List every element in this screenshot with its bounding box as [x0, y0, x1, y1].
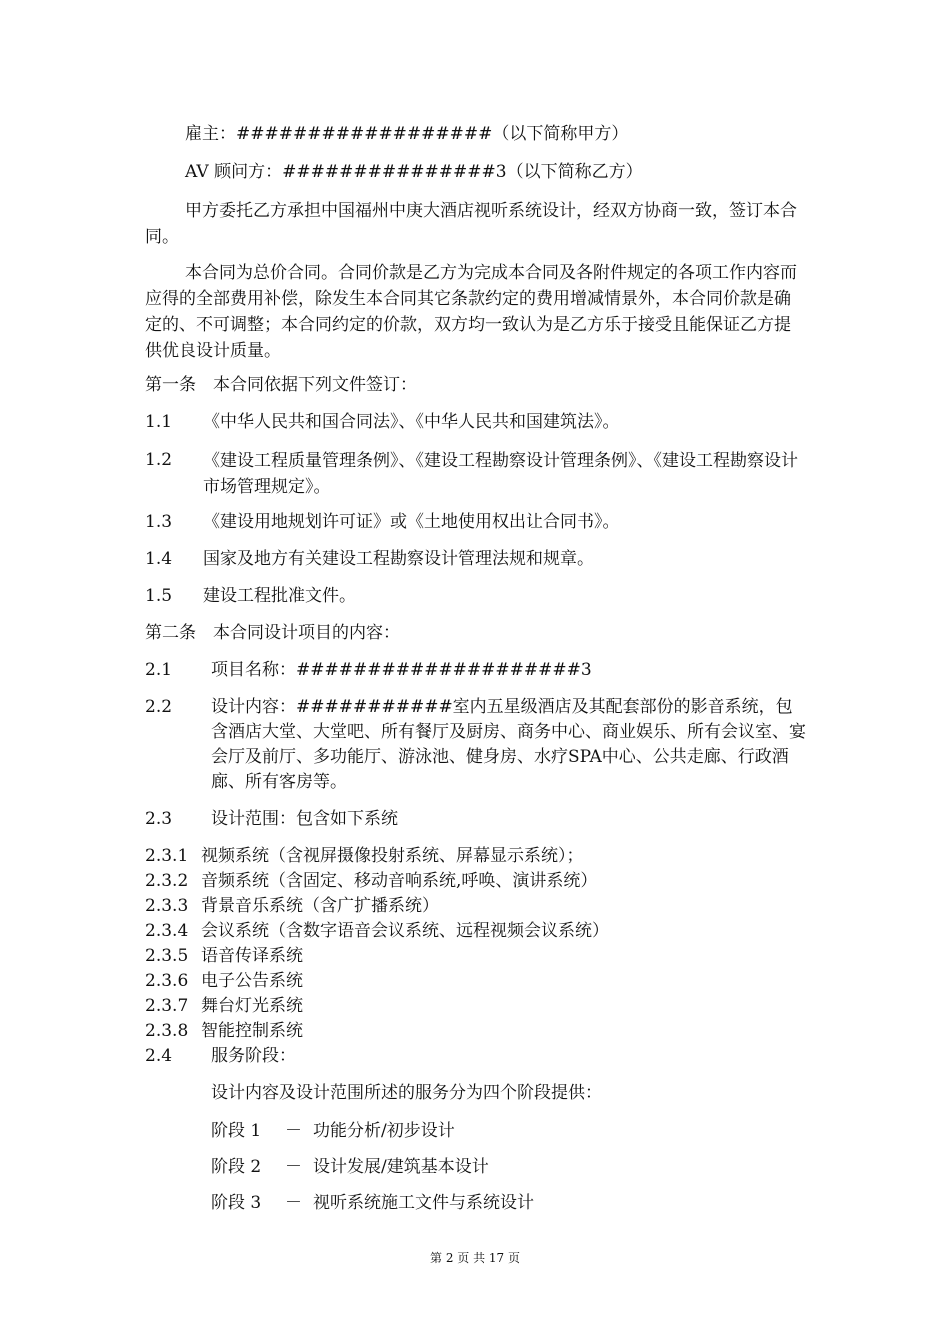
intro-paragraph-1: 甲方委托乙方承担中国福州中庚大酒店视听系统设计，经双方协商一致，签订本合同。: [145, 201, 797, 247]
article-1-item: [145, 410, 620, 434]
stage-text: 视听系统施工文件与系统设计: [313, 1193, 534, 1213]
subitem-number: 2.3.4: [145, 921, 189, 941]
subitem-text: 语音传译系统: [201, 946, 303, 966]
stage-dash: －: [285, 1121, 302, 1141]
article-2-item: [145, 658, 592, 682]
subitem-number: 2.3.3: [145, 896, 189, 916]
stage-dash: －: [285, 1193, 302, 1213]
stage-row: [211, 1155, 489, 1179]
stage-label: 阶段 3: [211, 1193, 262, 1213]
article-2-title: 第二条 本合同设计项目的内容：: [145, 623, 400, 643]
stage-label: 阶段 2: [211, 1157, 262, 1177]
item-text: 设计内容：###########室内五星级酒店及其配套部份的影音系统，包含酒店大堂、大堂吧、所有餐厅及厨房、商务中心、商业娱乐、所有会议室、宴会厅及前厅、多功能厅、游泳池、健身房、水疗SPA中心、公共走廊、行政酒廊、所有客房等。: [211, 697, 806, 792]
subitem-row: [145, 944, 303, 968]
service-intro: 设计内容及设计范围所述的服务分为四个阶段提供：: [211, 1083, 602, 1103]
subitem-text: 音频系统（含固定、移动音响系统,呼唤、演讲系统）: [201, 871, 598, 891]
intro-paragraph-2: 本合同为总价合同。合同价款是乙方为完成本合同及各附件规定的各项工作内容而应得的全部费用补偿，除发生本合同其它条款约定的费用增减情景外，本合同价款是确定的、不可调整；本合同约定的价款，双方均一致认为是乙方乐于接受且能保证乙方提供优良设计质量。: [145, 263, 797, 361]
subitem-text: 电子公告系统: [201, 971, 303, 991]
subitem-row: [145, 919, 609, 943]
item-number: 2.4: [145, 1046, 173, 1066]
article-1-title: 第一条 本合同依据下列文件签订：: [145, 375, 417, 395]
item-number: 1.2: [145, 450, 173, 470]
stage-row: [211, 1191, 534, 1215]
stage-dash: －: [285, 1157, 302, 1177]
item-text: 建设工程批准文件。: [203, 586, 356, 606]
article-1-item: [145, 448, 809, 500]
subitem-row: [145, 844, 584, 868]
item-number: 1.1: [145, 412, 173, 432]
item-number: 2.3: [145, 809, 173, 829]
subitem-row: [145, 869, 597, 893]
page-footer: 第 2 页 共 17 页: [430, 1251, 520, 1265]
article-1-item: [145, 510, 620, 534]
subitem-number: 2.3.5: [145, 946, 189, 966]
subitem-number: 2.3.1: [145, 846, 189, 866]
subitem-number: 2.3.8: [145, 1021, 189, 1041]
subitem-text: 舞台灯光系统: [201, 996, 303, 1016]
consultant-line: AV 顾问方：###############3（以下简称乙方）: [185, 162, 643, 182]
item-text: 《中华人民共和国合同法》、《中华人民共和国建筑法》。: [203, 412, 620, 432]
subitem-text: 会议系统（含数字语音会议系统、远程视频会议系统）: [201, 921, 609, 941]
stage-text: 设计发展/建筑基本设计: [313, 1157, 489, 1177]
stage-row: [211, 1119, 455, 1143]
article-2-item: [145, 1044, 296, 1068]
subitem-number: 2.3.7: [145, 996, 189, 1016]
subitem-row: [145, 894, 439, 918]
article-2-item: [145, 695, 807, 795]
stage-text: 功能分析/初步设计: [313, 1121, 455, 1141]
subitem-row: [145, 994, 303, 1018]
item-text: 《建设工程质量管理条例》、《建设工程勘察设计管理条例》、《建设工程勘察设计市场管理规定》。: [203, 451, 798, 497]
item-text: 服务阶段：: [211, 1046, 296, 1066]
subitem-number: 2.3.6: [145, 971, 189, 991]
item-number: 1.4: [145, 549, 173, 569]
subitem-row: [145, 969, 303, 993]
article-1-item: [145, 584, 356, 608]
item-text: 国家及地方有关建设工程勘察设计管理法规和规章。: [203, 549, 594, 569]
subitem-text: 背景音乐系统（含广扩播系统）: [201, 896, 439, 916]
stage-label: 阶段 1: [211, 1121, 262, 1141]
item-number: 2.2: [145, 697, 173, 717]
item-number: 2.1: [145, 660, 173, 680]
subitem-number: 2.3.2: [145, 871, 189, 891]
item-text: 项目名称：####################3: [211, 660, 592, 680]
item-text: 设计范围：包含如下系统: [211, 809, 398, 829]
subitem-row: [145, 1019, 303, 1043]
item-number: 1.3: [145, 512, 173, 532]
article-1-item: [145, 547, 594, 571]
subitem-text: 智能控制系统: [201, 1021, 303, 1041]
item-number: 1.5: [145, 586, 173, 606]
article-2-item: [145, 807, 398, 831]
subitem-text: 视频系统（含视屏摄像投射系统、屏幕显示系统）；: [201, 846, 584, 866]
item-text: 《建设用地规划许可证》或《土地使用权出让合同书》。: [203, 512, 620, 532]
employer-line: 雇主：##################（以下简称甲方）: [185, 124, 629, 144]
